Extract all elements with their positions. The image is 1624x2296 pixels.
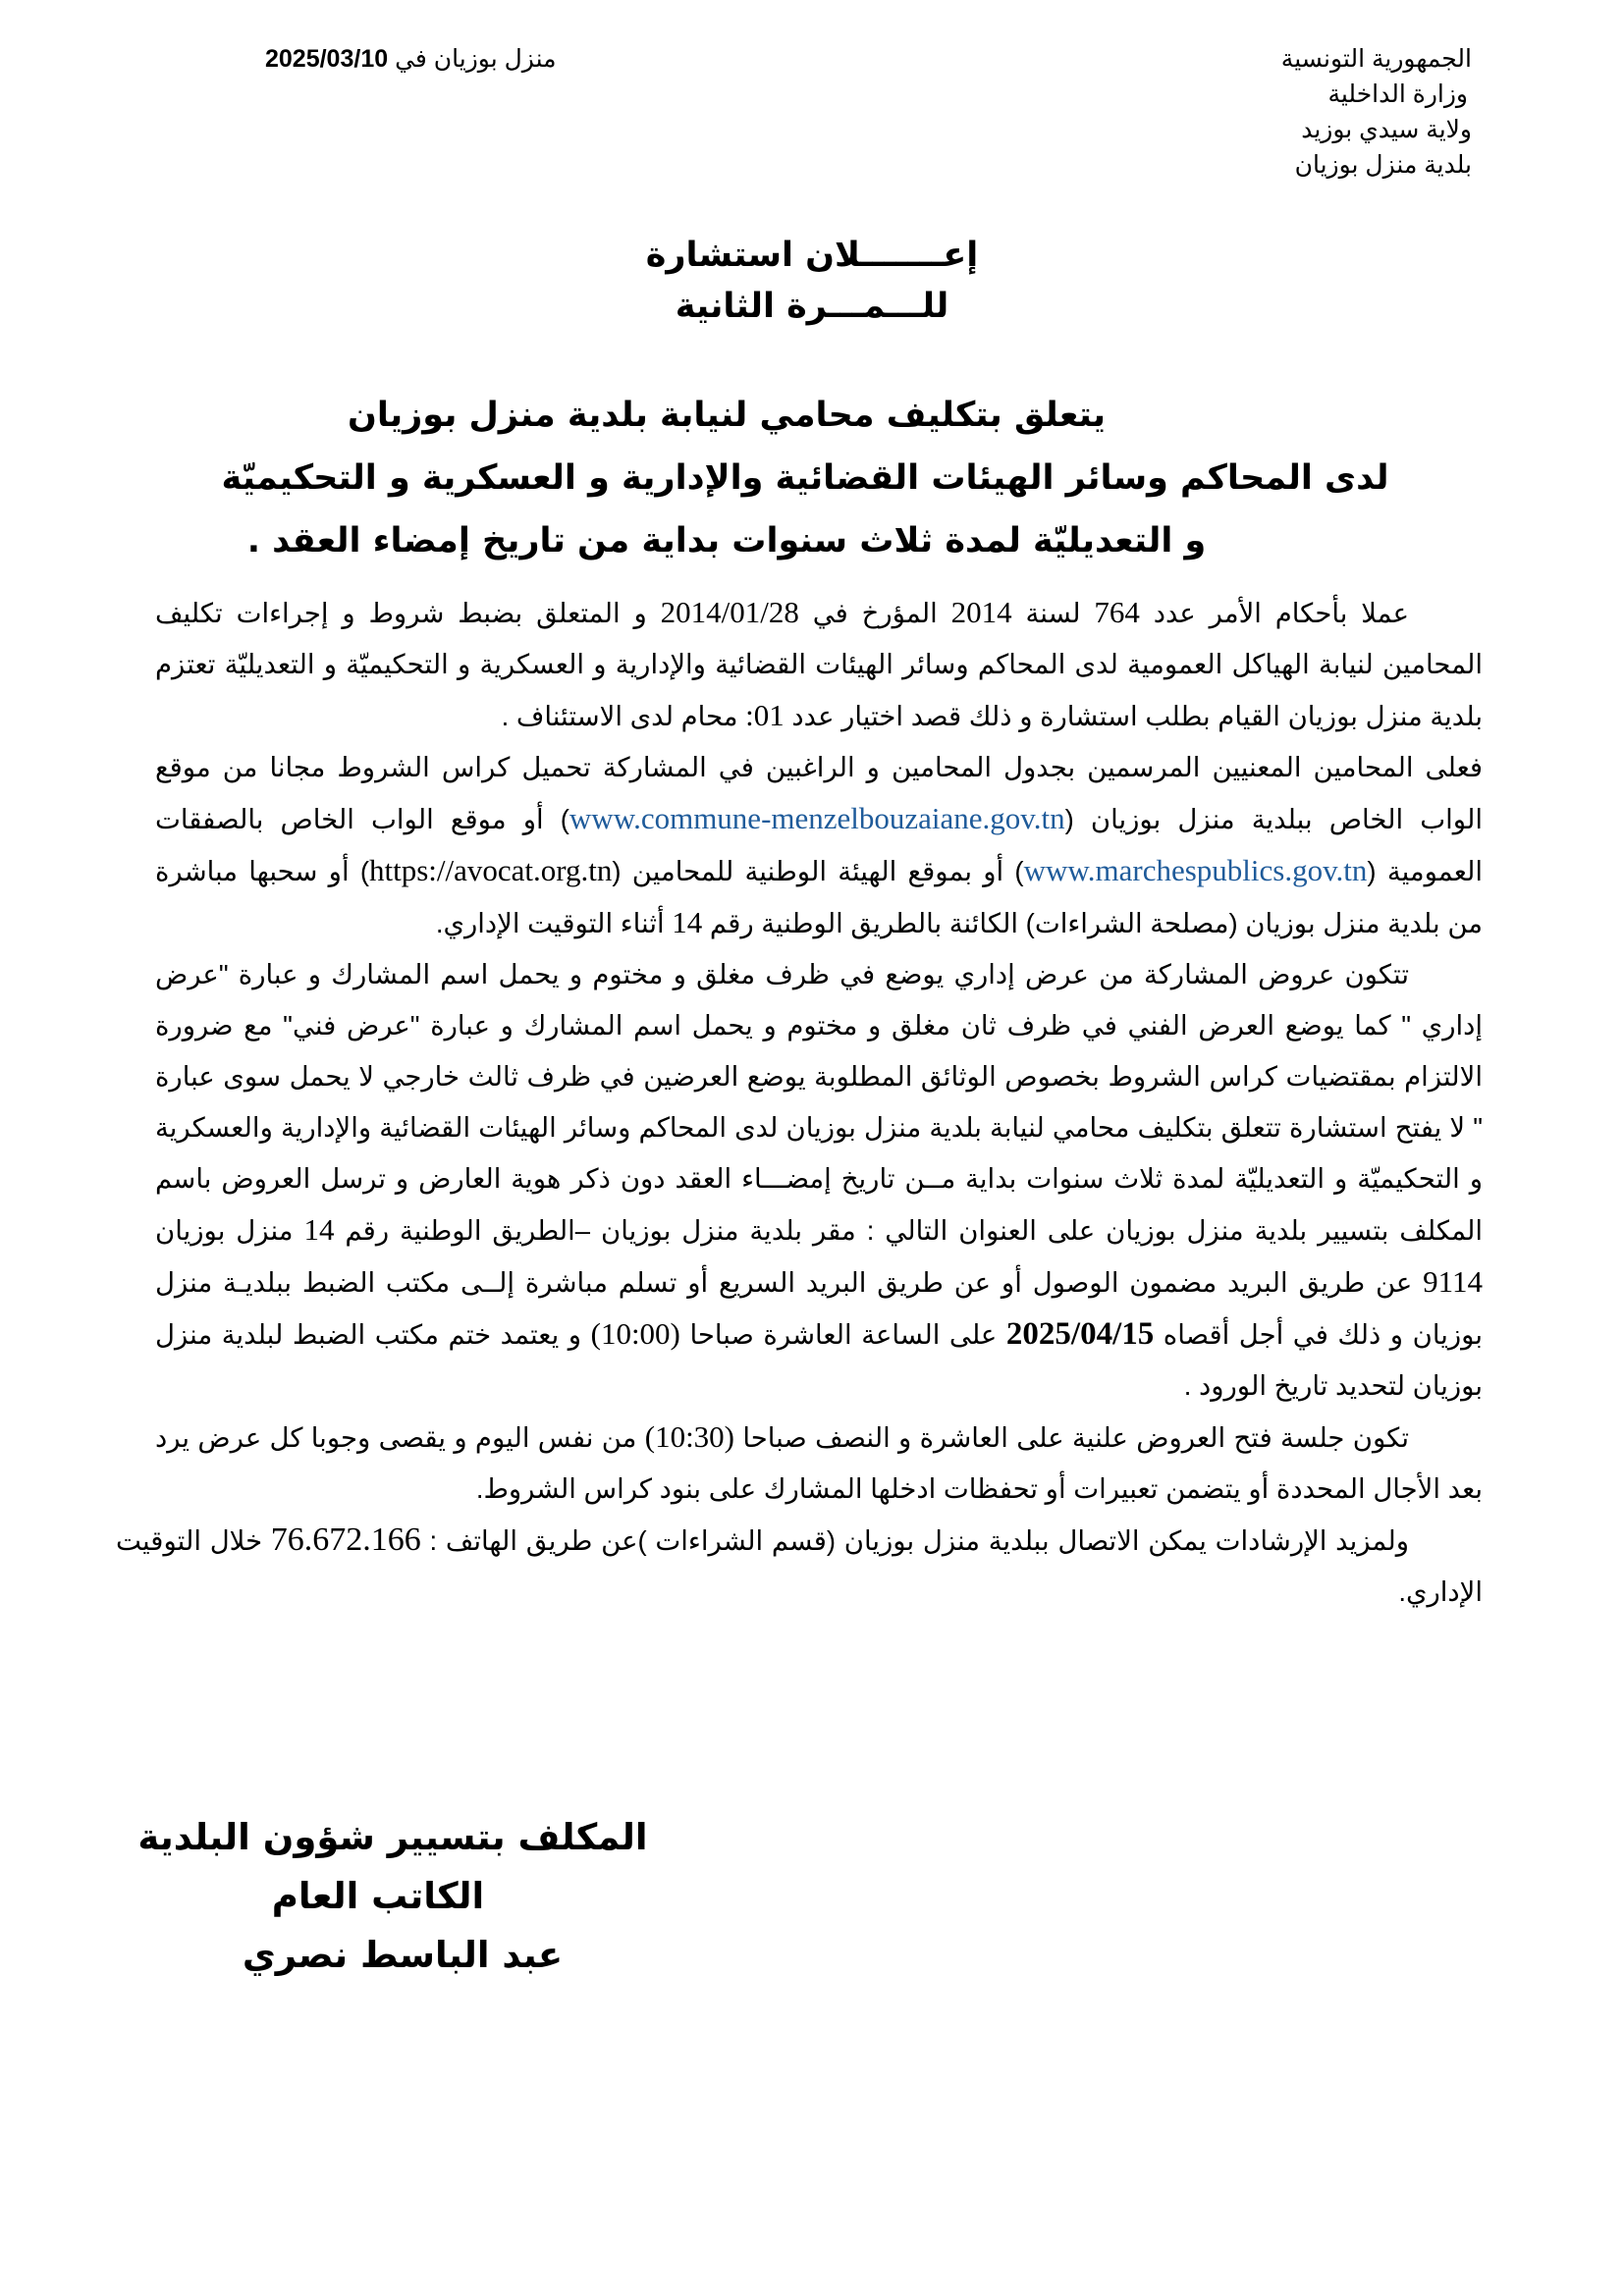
paragraph-contact-info: ولمزيد الإرشادات يمكن الاتصال ببلدية منزل بوزيان (قسم الشراءات )عن طريق الهاتف : 76.672.166 خلال التوقيت الإداري.: [116, 1522, 1483, 1607]
signature-block: [118, 1808, 668, 1985]
announcement-subtitle: للـــمـــرة الثانية: [675, 287, 949, 326]
signatory-position: الكاتب العام: [271, 1875, 485, 1917]
document-date: [265, 41, 557, 77]
link-public-procurement-website[interactable]: www.marchespublics.gov.tn: [1023, 853, 1368, 887]
paragraph-legal-basis: عملا بأحكام الأمر عدد 764 لسنة 2014 المؤرخ في 2014/01/28 و المتعلق بضبط شروط و إجراءات تكليف المحامين لنيابة الهياكل العمومية لدى المحاكم وسائر الهيئات القضائية والإدارية و العسكرية و التحكيميّة و التعديليّة تعتزم بلدية منزل بوزيان القيام بطلب استشارة و ذلك قصد اختيار عدد :01 محام لدى الاستئناف .: [155, 595, 1483, 732]
link-municipality-website[interactable]: www.commune-menzelbouzaiane.gov.tn: [568, 801, 1065, 835]
announcement-title: إعـــــــلان استشارة: [645, 236, 979, 275]
signatory-name: عبد الباسط نصري: [242, 1934, 564, 1976]
paragraph-submission-conditions: تتكون عروض المشاركة من عرض إداري يوضع في ظرف مغلق و مختوم و يحمل اسم المشارك و عبارة "عرض إداري " كما يوضع العرض الفني في ظرف ثان مغلق و مختوم و يحمل اسم المشارك و عبارة "عرض فني" مع ضرورة الالتزام بمقتضيات كراس الشروط بخصوص الوثائق المطلوبة يوضع العرضين في ظرف ثالث خارجي لا يحمل سوى عبارة " لا يفتح استشارة تتعلق بتكليف محامي لنيابة بلدية منزل بوزيان لدى المحاكم وسائر الهيئات القضائية والإدارية والعسكرية و التحكيميّة و التعديليّة لمدة ثلاث سنوات بداية مــن تاريخ إمضـــاء العقد دون ذكر هوية العارض و ترسل العروض باسم المكلف بتسيير بلدية منزل بوزيان على العنوان التالي : مقر بلدية منزل بوزيان –الطريق الوطنية رقم 14 منزل بوزيان 9114 عن طريق البريد مضمون الوصول أو عن طريق البريد السريع أو تسلم مباشرة إلــى مكتب الضبط ببلديـة منزل بوزيان و ذلك في أجل أقصاه 2025/04/15 على الساعة العاشرة صباحا (10:00) و يعتمد ختم مكتب الضبط لبلدية منزل بوزيان لتحديد تاريخ الورود .: [155, 959, 1484, 1401]
subject-line-1: يتعلق بتكليف محامي لنيابة بلدية منزل بوزيان: [347, 396, 1107, 435]
subject-line-3: و التعديليّة لمدة ثلاث سنوات بداية من تاريخ إمضاء العقد .: [246, 521, 1207, 561]
paragraph-opening-session: تكون جلسة فتح العروض علنية على العاشرة و النصف صباحا (10:30) من نفس اليوم و يقصى وجوبا كل عرض يرد بعد الأجال المحددة أو يتضمن تعبيرات أو تحفظات ادخلها المشارك على بنود كراس الشروط.: [155, 1419, 1483, 1504]
authority-line-governorate: ولاية سيدي بوزيد: [1301, 116, 1472, 143]
submission-deadline: 2025/04/15: [1005, 1316, 1155, 1352]
signatory-title: المكلف بتسيير شؤون البلدية: [137, 1816, 648, 1858]
authority-line-republic: الجمهورية التونسية: [1280, 45, 1472, 73]
authority-line-ministry: وزارة الداخلية: [1327, 80, 1468, 108]
paragraph-download-terms: فعلى المحامين المعنيين المرسمين بجدول المحامين و الراغبين في المشاركة تحميل كراس الشروط مجانا من موقع الواب الخاص ببلدية منزل بوزيان (www.commune-menzelbouzaiane.gov.tn) أو موقع الواب الخاص بالصفقات العمومية (www.marchespublics.gov.tn) أو بموقع الهيئة الوطنية للمحامين (https://avocat.org.tn) أو سحبها مباشرة من بلدية منزل بوزيان (مصلحة الشراءات) الكائنة بالطريق الوطنية رقم 14 أثناء التوقيت الإداري.: [155, 752, 1484, 939]
subject-line-2: لدى المحاكم وسائر الهيئات القضائية والإدارية و العسكرية و التحكيميّة: [221, 458, 1389, 498]
issuing-authority-block: [1059, 41, 1472, 183]
authority-line-municipality: بلدية منزل بوزيان: [1294, 151, 1472, 179]
announcement-body: [116, 587, 1484, 1618]
link-bar-association-website[interactable]: https://avocat.org.tn: [368, 853, 613, 887]
date-value: 2025/03/10: [265, 45, 389, 73]
date-prefix: منزل بوزيان في: [388, 45, 557, 73]
contact-phone: 76.672.166: [270, 1522, 421, 1558]
